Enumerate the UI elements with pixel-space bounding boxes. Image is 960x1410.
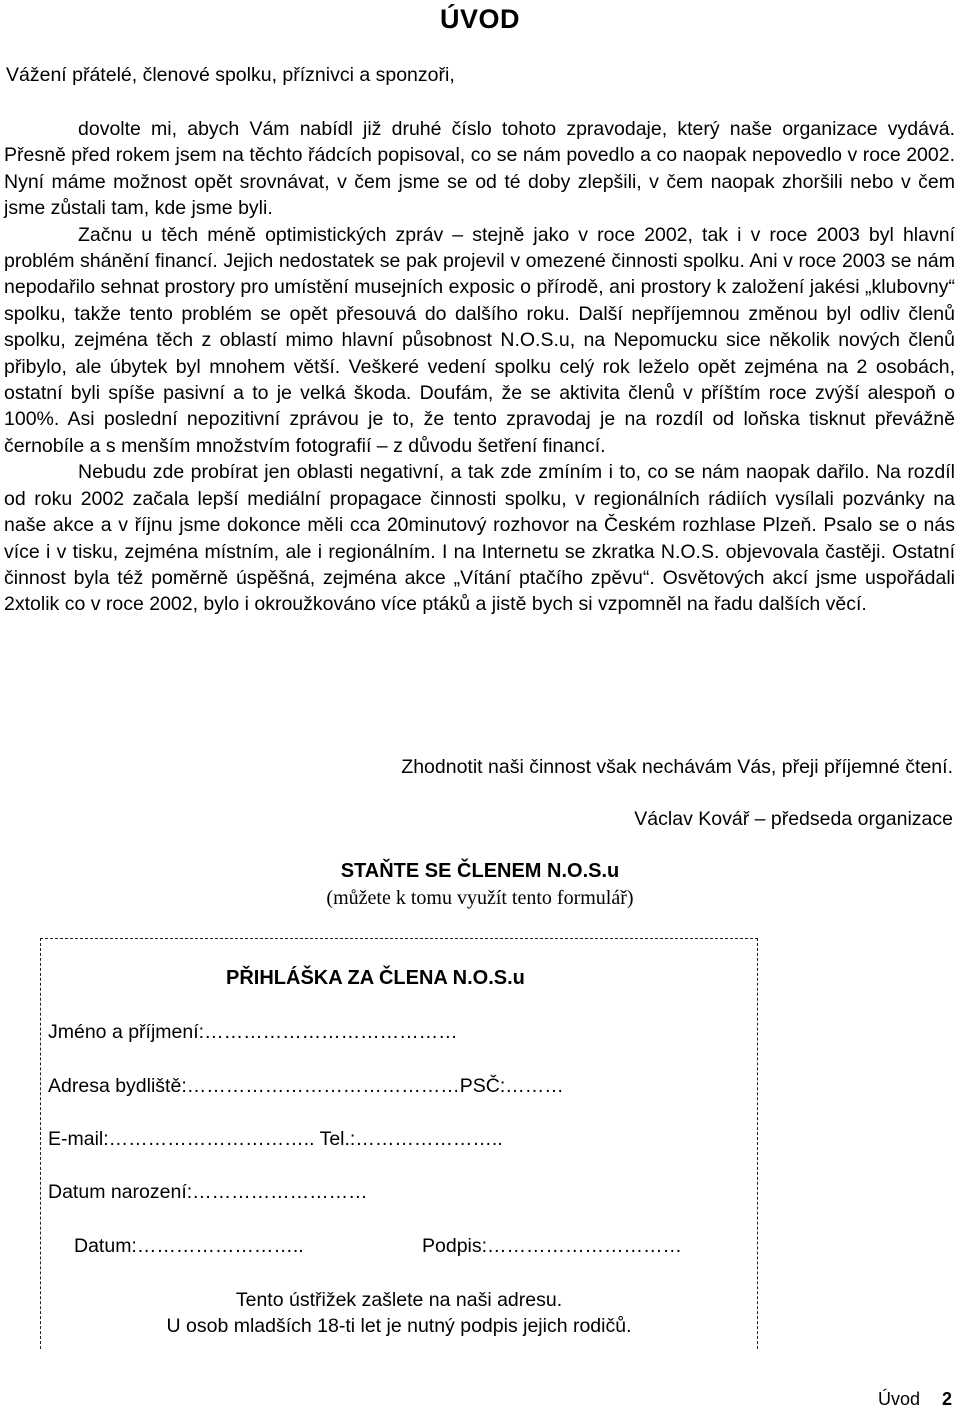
page-title (0, 4, 960, 35)
letter-greeting: Vážení přátelé, členové spolku, příznivci a sponzoři, (6, 64, 455, 86)
form-note-address: Tento ústřižek zašlete na naši adresu. (235, 1289, 563, 1311)
date-field: Datum:…………………….. (74, 1235, 304, 1257)
letter-signature: Václav Kovář – předseda organizace (634, 808, 953, 830)
form-title: PŘIHLÁŠKA ZA ČLENA N.O.S.u (226, 967, 525, 989)
page-footer (878, 1389, 952, 1410)
paragraph-2: Začnu u těch méně optimistických zpráv – stejně jako v roce 2002, tak i v roce 2003 byl hlavní problém shánění financí. Jejich nedostatek se pak projevil v omezené činnosti spolku. Ani v roce 2003 se nám nepodařilo sehnat prostory pro umístění musejních exposic o přírodě, ani prostory k založení jakési „klubovny“ spolku, takže tento problém se opět přesouvá do dalšího roku. Další nepříjemnou změnou byl odliv členů spolku, zejména těch z oblastí mimo hlavní působnost N.O.S.u, na Nepomucku sice několik nových členů přibylo, ale úbytek byl mnohem větší. Veškeré vedení spolku celý rok leželo opět zejména na 2 osobách, ostatní byli spíše pasivní a to je velká škoda. Doufám, že se aktivita členů v příštím roce zvýší alespoň o 100%. Asi poslední nepozitivní zprávou je to, že tento zpravodaj je na rozdíl od loňska tisknut převážně černobíle a s menším množstvím fotografií – z důvodu šetření financí. (4, 223, 955, 457)
membership-heading: STAŇTE SE ČLENEM N.O.S.u (340, 860, 620, 882)
email-phone-field: E-mail:………………………….. Tel.:………………….. (48, 1128, 503, 1150)
page-title-text: ÚVOD (439, 4, 520, 34)
form-note-parental-consent: U osob mladších 18-ti let je nutný podpis jejich rodičů. (166, 1315, 632, 1337)
name-field: Jméno a příjmení:………………………………… (48, 1021, 458, 1043)
paragraph-3: Nebudu zde probírat jen oblasti negativní, a tak zde zmíním i to, co se nám naopak dařilo. Na rozdíl od roku 2002 začala lepší mediální propagace činnosti spolku, v regionálních rádiích vysílali pozvánky na naše akce a v říjnu jsme dokonce měli cca 20minutový rozhovor na Českém rozhlase Plzeň. Psalo se o nás více i v tisku, zejména místním, ale i regionálním. I na Internetu se zkratka N.O.S. objevovala častěji. Ostatní činnost byla též poměrně úspěšná, zejména akce „Vítání ptačího zpěvu“. Osvětových akcí jsme uspořádali 2xtolik co v roce 2002, bylo i okroužkováno více ptáků a jistě bych si vzpomněl na řadu dalších věcí. (4, 461, 955, 616)
address-field: Adresa bydliště:……………………………………PSČ:……… (48, 1075, 564, 1097)
letter-closing: Zhodnotit naši činnost však nechávám Vás, přeji příjemné čtení. (401, 756, 953, 778)
signature-field: Podpis:………………………… (422, 1235, 683, 1257)
footer-section-name: Úvod (877, 1389, 920, 1409)
birthdate-field: Datum narození:……………………… (48, 1181, 368, 1203)
membership-subheading: (můžete k tomu využít tento formulář) (326, 887, 634, 909)
footer-page-number: 2 (941, 1389, 952, 1409)
letter-body (4, 116, 955, 618)
paragraph-1: dovolte mi, abych Vám nabídl již druhé číslo tohoto zpravodaje, který naše organizace vydává. Přesně před rokem jsem na těchto řádcích popisoval, co se nám povedlo a co naopak nepovedlo v roce 2002. Nyní máme možnost opět srovnávat, v čem jsme se od té doby zlepšili, v čem naopak zhoršili nebo v čem jsme zůstali tam, kde jsme byli. (4, 118, 955, 220)
